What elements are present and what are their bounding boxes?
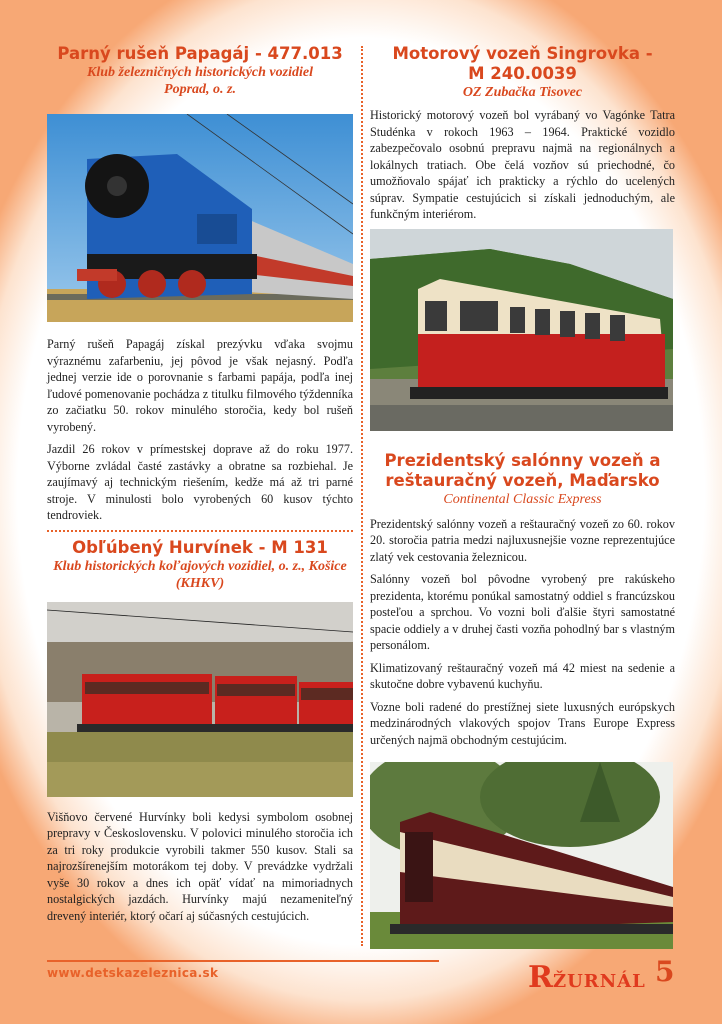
article-subtitle-papagaj: Klub železničných historických vozidiel Poprad, o. z. bbox=[87, 65, 313, 97]
article-subtitle-hurvinek: Klub historických koľajových vozidiel, o. z., Košice (KHKV) bbox=[53, 558, 347, 591]
photo-railcar-singrovka bbox=[370, 229, 673, 431]
paragraph: Vozne boli radené do prestížnej siete luxusných európskych medzinárodných vlakových spojov Trans Europe Express určených najmä obchodným cestujúcim. bbox=[370, 699, 675, 747]
article-title-papagaj: Parný rušeň Papagáj - 477.013 bbox=[57, 44, 343, 63]
page-number: 5 bbox=[655, 955, 675, 988]
article-title-prezidentsky: Prezidentský salónny vozeň a reštauračný vozeň, Maďarsko bbox=[384, 450, 661, 490]
photo-red-railcar bbox=[47, 602, 353, 797]
paragraph: Historický motorový vozeň bol vyrábaný vo Vagónke Tatra Studénka v rokoch 1963 – 1964. Praktické vozidlo zabezpečovalo osobnú prepravu najmä na regionálnych a lokálnych tratiach. Obe čelá vozňov sú priechodné, čo umožňovalo spájať ich prakticky a rýchlo do ucelených súprav. Sympatie cestujúcich si získali jednoduchým, ale funkčným interiérom. bbox=[370, 108, 675, 221]
logo-r: R bbox=[528, 960, 553, 995]
article-subtitle-prezidentsky: Continental Classic Express bbox=[443, 491, 602, 507]
paragraph: Klimatizovaný reštauračný vozeň má 42 miest na sedenie a skutočne dobre vybavenú kuchyňu. bbox=[370, 660, 675, 691]
right-column bbox=[370, 44, 675, 949]
logo-text: ŽURNÁL bbox=[552, 971, 646, 992]
zurnal-logo bbox=[528, 960, 646, 995]
website-link[interactable]: www.detskazeleznica.sk bbox=[47, 966, 219, 980]
paragraph: Parný rušeň Papagáj získal prezývku vďaka svojmu výraznému zafarbeniu, jej pôvod je však nejasný. Podľa jednej verzie ide o porovnanie s farbami papája, podľa inej ľudové pomenovanie pochádza z titulku filmového týždenníka zo začiatku 50. rokov minulého storočia, kedy bol rušeň vyrobený. bbox=[47, 337, 353, 434]
section-divider bbox=[47, 530, 353, 532]
left-column bbox=[47, 44, 353, 930]
paragraph: Višňovo červené Hurvínky boli kedysi symbolom osobnej prepravy v Československu. V polovici minulého storočia ich za tri roky produkcie vyrobili takmer 550 kusov. Stali sa najrozšírenejším motorákom tej doby. V prevádzke vydržali vyše 30 rokov a dnes ich opäť vídať na mimoriadnych nostalgických jazdách. Hurvínky majú nezameniteľný drevený interiér, ktorý očarí aj súčasných cestujúcich. bbox=[47, 809, 353, 923]
paragraph: Jazdil 26 rokov v prímestskej doprave až do roku 1977. Výborne zvládal časté zastávky a obratne sa rozbiehal. Je zaujímavý aj technickým riešením, kedže má až tri parné stroje. V minulosti bolo vyrobených 60 kusov týchto tendroviek. bbox=[47, 442, 353, 522]
footer-rule bbox=[47, 960, 439, 962]
article-title-singrovka: Motorový vozeň Singrovka - M 240.0039 bbox=[392, 44, 653, 83]
column-divider bbox=[361, 46, 363, 946]
photo-steam-locomotive bbox=[47, 114, 353, 322]
article-title-hurvinek: Obľúbený Hurvínek - M 131 bbox=[72, 537, 328, 557]
paragraph: Salónny vozeň bol pôvodne vyrobený pre rakúskeho prezidenta, ktorému ponúkal samostatný oddiel s francúzskou posteľou a sprchou. Vo vozni boli ďalšie štyri samostatné spacie oddiely a v druhej časti vozňa pohodlný bar s vlastným personálom. bbox=[370, 572, 675, 652]
article-subtitle-singrovka: OZ Zubačka Tisovec bbox=[462, 85, 583, 100]
photo-salon-car bbox=[370, 762, 673, 949]
paragraph: Prezidentský salónny vozeň a reštauračný vozeň zo 60. rokov 20. storočia patria medzi najluxusnejšie vozne reprezentujúce zlatý vek cestovania železnicou. bbox=[370, 516, 675, 564]
